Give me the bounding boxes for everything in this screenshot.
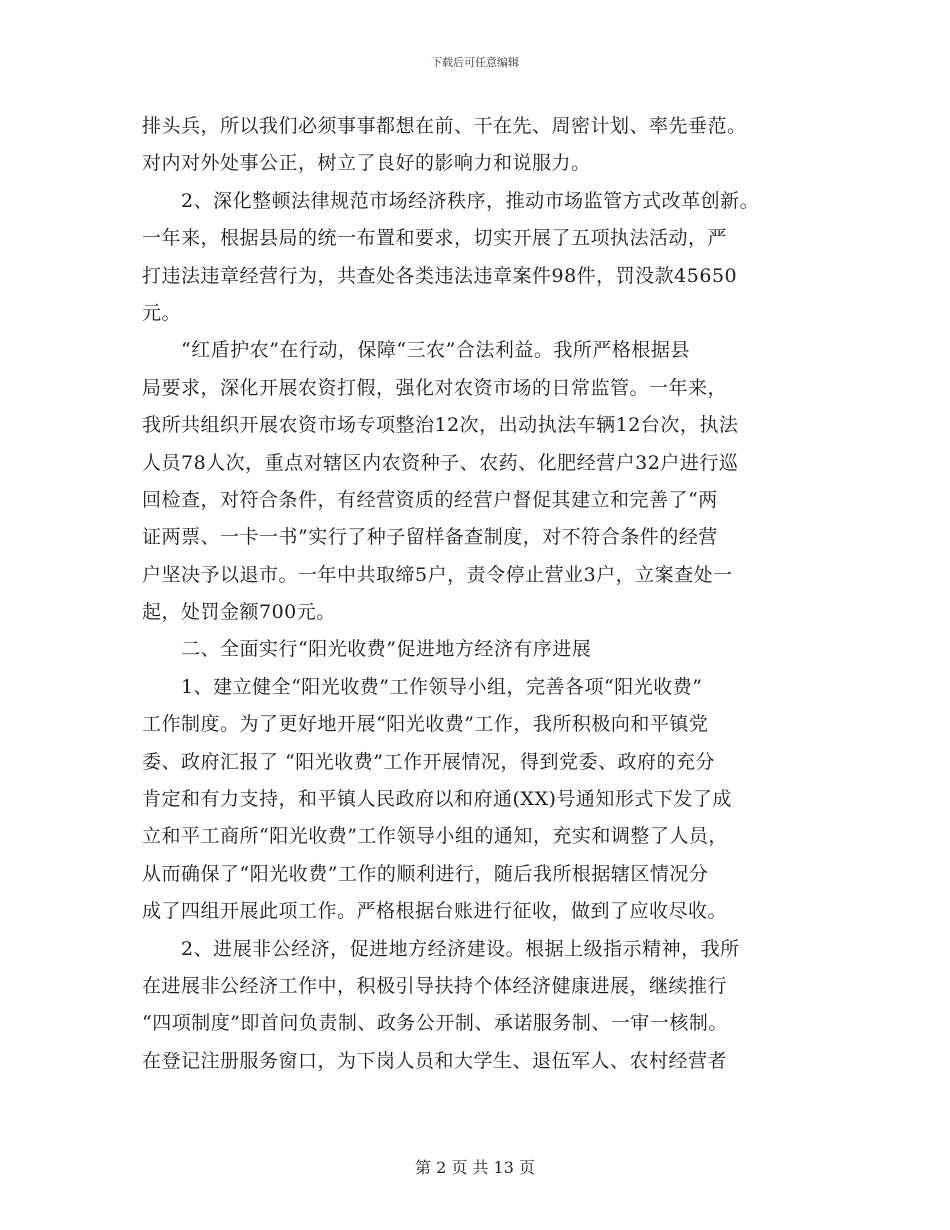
body-line: “红盾护农”在行动，保障“三农”合法利益。我所严格根据县 (142, 339, 690, 362)
body-line: 起，处罚金额700元。 (142, 601, 336, 624)
body-line: 成了四组开展此项工作。严格根据台账进行征收，做到了应收尽收。 (142, 900, 728, 923)
body-line: “四项制度”即首问负责制、政务公开制、承诺服务制、一审一核制。 (142, 1012, 728, 1035)
body-line: 排头兵，所以我们必须事事都想在前、干在先、周密计划、率先垂范。 (142, 115, 747, 137)
body-line: 对内对外处事公正，树立了良好的影响力和说服力。 (142, 152, 591, 175)
section-heading: 二、全面实行“阳光收费”促进地方经济有序进展 (142, 638, 592, 661)
body-line: 工作制度。为了更好地开展“阳光收费”工作，我所积极向和平镇党 (142, 713, 709, 736)
body-line: 在进展非公经济工作中，积极引导扶持个体经济健康进展，继续推行 (142, 974, 728, 997)
body-line: 在登记注册服务窗口，为下岗人员和大学生、退伍军人、农村经营者 (142, 1049, 728, 1072)
body-line: 打违法违章经营行为，共查处各类违法违章案件98件，罚没款45650 (142, 264, 738, 287)
body-line: 2、深化整顿法律规范市场经济秩序，推动市场监管方式改革创新。 (142, 189, 760, 212)
body-line: 肯定和有力支持，和平镇人民政府以和府通(XX)号通知形式下发了成 (142, 788, 732, 811)
body-line: 从而确保了“阳光收费”工作的顺利进行，随后我所根据辖区情况分 (142, 862, 709, 885)
body-line: 我所共组织开展农资市场专项整治12次，出动执法车辆12台次，执法 (142, 414, 739, 437)
page-header-note: 下载后可任意编辑 (431, 56, 519, 69)
page-number-footer: 第 2 页 共 13 页 (415, 1158, 535, 1177)
body-line: 立和平工商所“阳光收费”工作领导小组的通知，充实和调整了人员， (142, 825, 728, 848)
body-line: 回检查，对符合条件，有经营资质的经营户督促其建立和完善了“两 (142, 488, 718, 511)
body-line: 元。 (142, 301, 182, 324)
body-line: 户坚决予以退市。一年中共取缔5户，责令停止营业3户，立案查处一 (142, 563, 733, 586)
body-line: 2、进展非公经济，促进地方经济建设。根据上级指示精神，我所 (142, 937, 740, 960)
body-line: 一年来，根据县局的统一布置和要求，切实开展了五项执法活动，严 (142, 227, 728, 250)
body-line: 人员78人次，重点对辖区内农资种子、农药、化肥经营户32户进行巡 (142, 451, 739, 474)
body-line: 局要求，深化开展农资打假，强化对农资市场的日常监管。一年来， (142, 376, 728, 399)
document-body (142, 108, 822, 1080)
body-line: 证两票、一卡一书”实行了种子留样备查制度，对不符合条件的经营 (142, 526, 718, 549)
body-line: 1、建立健全“阳光收费”工作领导小组，完善各项“阳光收费” (142, 675, 703, 698)
body-line: 委、政府汇报了 “阳光收费”工作开展情况，得到党委、政府的充分 (142, 750, 715, 773)
